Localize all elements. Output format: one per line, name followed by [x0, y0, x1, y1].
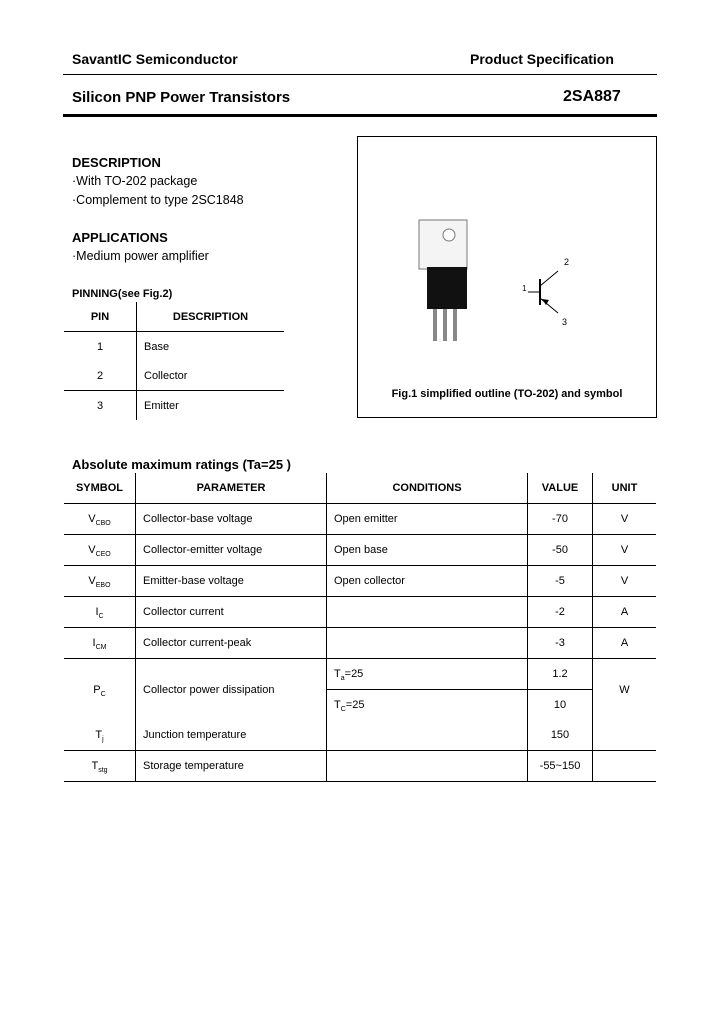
- header-divider: [63, 74, 657, 75]
- pin-label-base: 1: [522, 284, 527, 293]
- pin-description: Emitter: [137, 391, 285, 421]
- conditions-cell: Open base: [327, 535, 528, 566]
- symbol-cell: $V_{EBO}$: [88, 575, 111, 589]
- parameter-cell: Collector power dissipation: [136, 659, 327, 721]
- symbol-cell: $T_{stg}$: [91, 760, 108, 774]
- table-row: [64, 720, 656, 751]
- unit-cell: W: [593, 659, 657, 721]
- value-cell: -2: [528, 597, 593, 628]
- description-item: ·Complement to type 2SC1848: [72, 193, 244, 207]
- conditions-cell: [327, 597, 528, 628]
- applications-heading: APPLICATIONS: [72, 230, 168, 245]
- unit-cell: [593, 720, 657, 751]
- value-column-header: VALUE: [528, 473, 593, 504]
- unit-cell: [593, 751, 657, 782]
- unit-column-header: UNIT: [593, 473, 657, 504]
- unit-cell: V: [593, 566, 657, 597]
- table-row: [64, 391, 284, 421]
- symbol-cell: $V_{CBO}$: [88, 513, 111, 527]
- description-item: ·With TO-202 package: [72, 174, 198, 188]
- pnp-transistor-symbol: [518, 257, 588, 327]
- parameter-cell: Junction temperature: [136, 720, 327, 751]
- applications-item: ·Medium power amplifier: [72, 249, 209, 263]
- conditions-cell: $T_C=25$: [327, 690, 528, 721]
- symbol-column-header: SYMBOL: [75, 482, 124, 494]
- parameter-cell: Collector-base voltage: [136, 504, 327, 535]
- symbol-cell: $T_j$: [95, 729, 104, 743]
- ratings-heading: Absolute maximum ratings (Ta=25 ): [72, 457, 292, 472]
- table-row: [64, 535, 656, 566]
- pin-label-emitter: 3: [562, 317, 568, 327]
- value-cell: -50: [528, 535, 593, 566]
- page-title: Silicon PNP Power Transistors: [72, 89, 291, 106]
- table-row: [64, 504, 656, 535]
- figure-caption: Fig.1 simplified outline (TO-202) and symbol: [391, 388, 623, 400]
- pin-number: 2: [96, 369, 104, 382]
- table-row: [64, 361, 284, 391]
- value-cell: -3: [528, 628, 593, 659]
- table-row: [64, 628, 656, 659]
- figure-box: [357, 136, 657, 418]
- value-cell: -70: [528, 504, 593, 535]
- pinning-table: [64, 302, 284, 420]
- description-column-header: DESCRIPTION: [137, 302, 285, 332]
- title-divider: [63, 114, 657, 117]
- symbol-cell: $I_C$: [95, 606, 104, 620]
- unit-cell: A: [593, 628, 657, 659]
- symbol-cell: $I_{CM}$: [92, 637, 107, 651]
- parameter-cell: Emitter-base voltage: [136, 566, 327, 597]
- table-row: [64, 566, 656, 597]
- symbol-cell: $V_{CEO}$: [88, 544, 111, 558]
- conditions-cell: [327, 628, 528, 659]
- parameter-column-header: PARAMETER: [136, 473, 327, 504]
- company-name: SavantIC Semiconductor: [72, 51, 238, 67]
- unit-cell: V: [593, 504, 657, 535]
- unit-cell: A: [593, 597, 657, 628]
- parameter-cell: Storage temperature: [136, 751, 327, 782]
- pin-description: Collector: [137, 361, 285, 391]
- pin-label-collector: 2: [564, 257, 570, 267]
- conditions-cell: [327, 720, 528, 751]
- part-number: 2SA887: [563, 88, 621, 105]
- conditions-cell: Open emitter: [327, 504, 528, 535]
- table-row: [64, 751, 656, 782]
- conditions-cell: [327, 751, 528, 782]
- value-cell: 1.2: [528, 659, 593, 690]
- unit-cell: V: [593, 535, 657, 566]
- value-cell: 10: [528, 690, 593, 721]
- pin-description: Base: [137, 332, 285, 362]
- value-cell: 150: [528, 720, 593, 751]
- table-row: [64, 659, 656, 690]
- conditions-cell: Open collector: [327, 566, 528, 597]
- conditions-column-header: CONDITIONS: [327, 473, 528, 504]
- doc-type: Product Specification: [470, 51, 614, 67]
- ratings-table: [64, 473, 656, 782]
- parameter-cell: Collector-emitter voltage: [136, 535, 327, 566]
- pinning-heading: PINNING(see Fig.2): [72, 288, 173, 300]
- pin-number: 3: [96, 399, 104, 412]
- value-cell: -55~150: [528, 751, 593, 782]
- value-cell: -5: [528, 566, 593, 597]
- table-row: [64, 597, 656, 628]
- symbol-cell: $P_C$: [93, 683, 106, 698]
- table-row: [64, 332, 284, 362]
- pin-number: 1: [96, 340, 104, 353]
- pin-column-header: PIN: [90, 310, 110, 323]
- description-heading: DESCRIPTION: [72, 155, 161, 170]
- conditions-cell: $T_a=25$: [327, 659, 528, 690]
- to202-package-drawing: [413, 217, 483, 347]
- parameter-cell: Collector current: [136, 597, 327, 628]
- parameter-cell: Collector current-peak: [136, 628, 327, 659]
